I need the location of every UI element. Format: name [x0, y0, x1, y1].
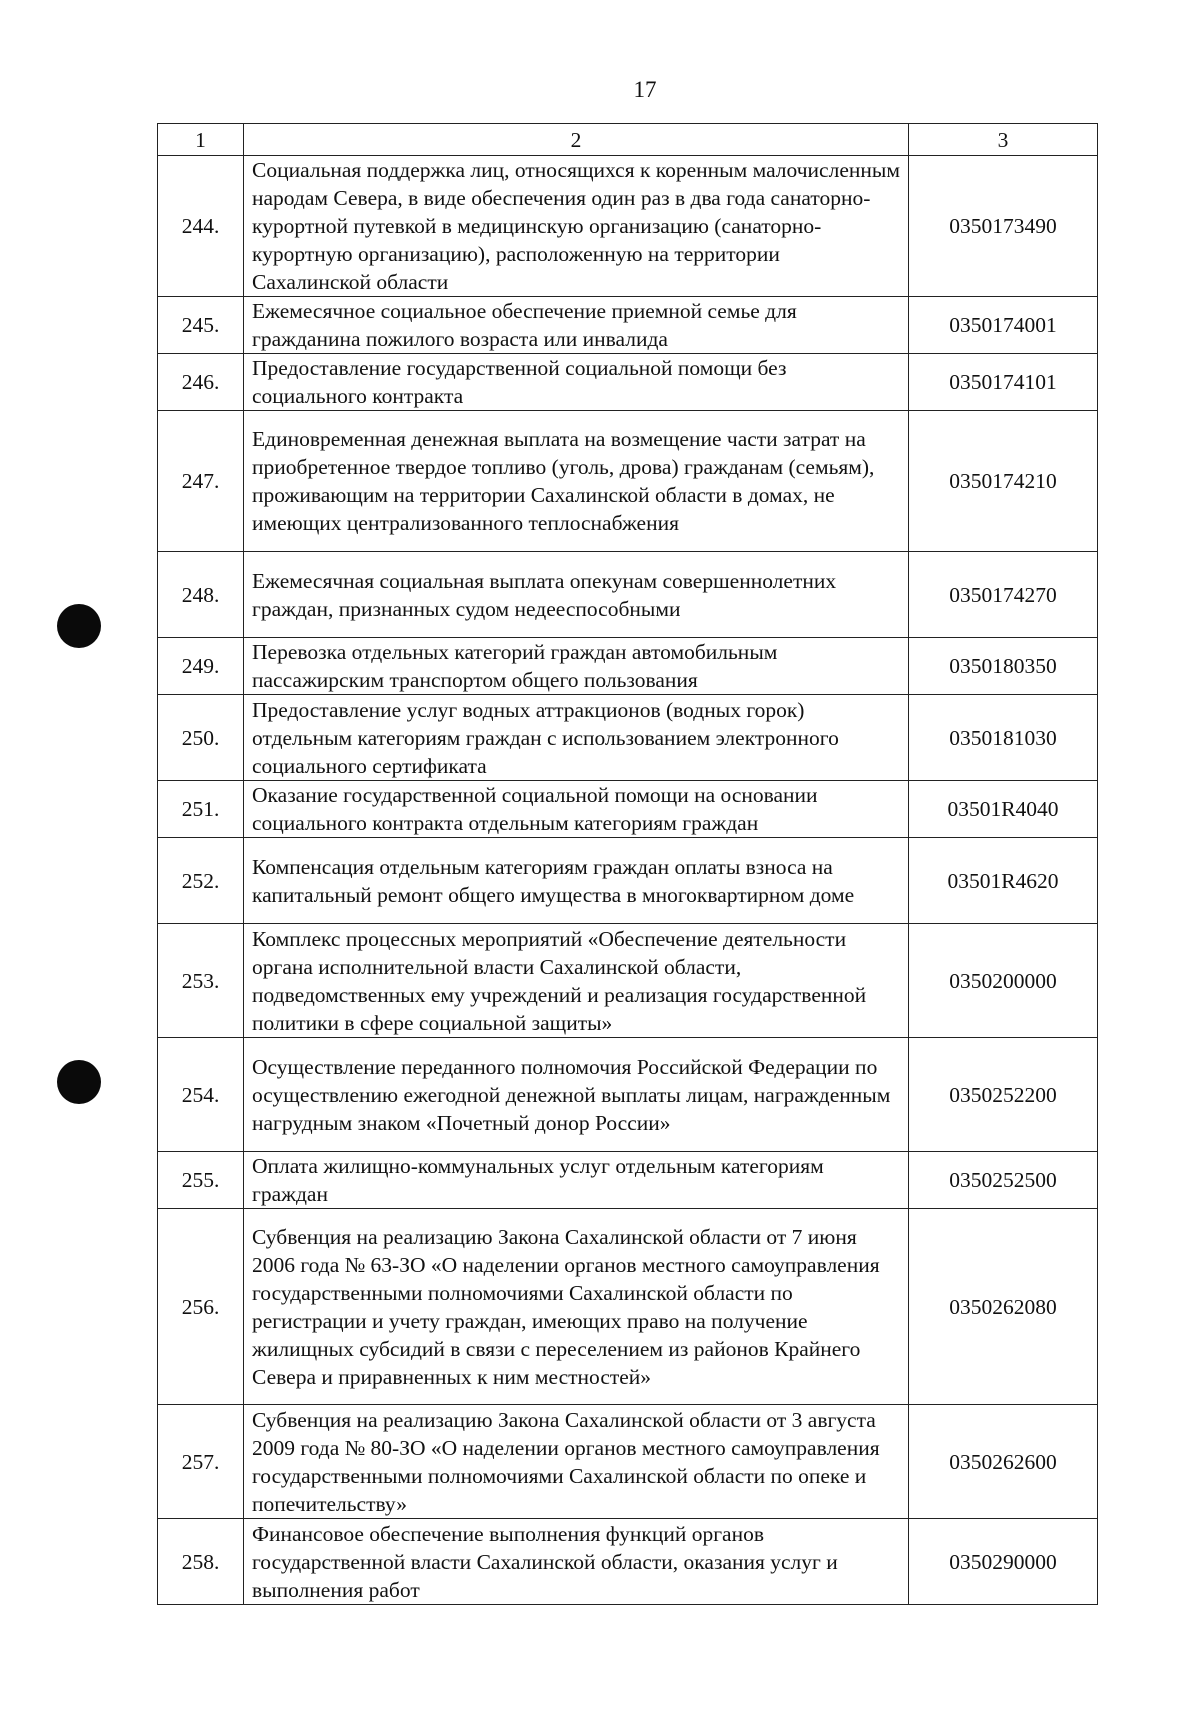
table-row: [158, 1519, 1098, 1605]
header-row: [158, 124, 1098, 156]
header-col-3: 3: [909, 124, 1098, 156]
row-number: 251.: [158, 781, 244, 838]
row-code: 0350174210: [909, 411, 1098, 552]
table-row: [158, 297, 1098, 354]
row-code: 0350181030: [909, 695, 1098, 781]
row-code: 0350262080: [909, 1209, 1098, 1405]
table-row: [158, 695, 1098, 781]
row-name: Перевозка отдельных категорий граждан автомобильным пассажирским транспортом общего пользования: [244, 638, 909, 695]
row-name: Осуществление переданного полномочия Российской Федерации по осуществлению ежегодной денежной выплаты лицам, награжденным нагрудным знаком «Почетный донор России»: [244, 1038, 909, 1152]
row-number: 255.: [158, 1152, 244, 1209]
row-name: Ежемесячное социальное обеспечение приемной семье для гражданина пожилого возраста или инвалида: [244, 297, 909, 354]
row-code: 0350262600: [909, 1405, 1098, 1519]
row-name: Компенсация отдельным категориям граждан оплаты взноса на капитальный ремонт общего имущества в многоквартирном доме: [244, 838, 909, 924]
row-name: Комплекс процессных мероприятий «Обеспечение деятельности органа исполнительной власти Сахалинской области, подведомственных ему учреждений и реализация государственной политики в сфере социальной защиты»: [244, 924, 909, 1038]
row-number: 258.: [158, 1519, 244, 1605]
row-code: 03501R4620: [909, 838, 1098, 924]
row-code: 0350174270: [909, 552, 1098, 638]
table-row: [158, 552, 1098, 638]
row-code: 0350180350: [909, 638, 1098, 695]
row-code: 0350200000: [909, 924, 1098, 1038]
row-name: Оказание государственной социальной помощи на основании социального контракта отдельным категориям граждан: [244, 781, 909, 838]
row-number: 250.: [158, 695, 244, 781]
row-number: 249.: [158, 638, 244, 695]
row-code: 0350252200: [909, 1038, 1098, 1152]
row-number: 244.: [158, 156, 244, 297]
table-row: [158, 1152, 1098, 1209]
row-code: 0350174101: [909, 354, 1098, 411]
page-number: 17: [633, 77, 657, 102]
table-row: [158, 354, 1098, 411]
row-number: 252.: [158, 838, 244, 924]
header-col-1: 1: [158, 124, 244, 156]
table-row: [158, 1038, 1098, 1152]
table-row: [158, 781, 1098, 838]
row-name: Оплата жилищно-коммунальных услуг отдельным категориям граждан: [244, 1152, 909, 1209]
row-name: Предоставление услуг водных аттракционов (водных горок) отдельным категориям граждан с использованием электронного социального сертификата: [244, 695, 909, 781]
table-row: [158, 411, 1098, 552]
row-code: 0350173490: [909, 156, 1098, 297]
table-row: [158, 838, 1098, 924]
row-name: Субвенция на реализацию Закона Сахалинской области от 3 августа 2009 года № 80-ЗО «О наделении органов местного самоуправления государственными полномочиями Сахалинской области по опеке и попечительству»: [244, 1405, 909, 1519]
row-number: 248.: [158, 552, 244, 638]
row-name: Единовременная денежная выплата на возмещение части затрат на приобретенное твердое топливо (уголь, дрова) гражданам (семьям), проживающим на территории Сахалинской области в домах, не имеющих централизованного теплоснабжения: [244, 411, 909, 552]
row-name: Финансовое обеспечение выполнения функций органов государственной власти Сахалинской области, оказания услуг и выполнения работ: [244, 1519, 909, 1605]
header-col-2: 2: [244, 124, 909, 156]
table-row: [158, 1209, 1098, 1405]
row-name: Субвенция на реализацию Закона Сахалинской области от 7 июня 2006 года № 63-ЗО «О наделении органов местного самоуправления государственными полномочиями Сахалинской области по регистрации и учету граждан, имеющих право на получение жилищных субсидий в связи с переселением из районов Крайнего Севера и приравненных к ним местностей»: [244, 1209, 909, 1405]
row-code: 0350252500: [909, 1152, 1098, 1209]
registry-table: [157, 123, 1098, 1605]
row-name: Предоставление государственной социальной помощи без социального контракта: [244, 354, 909, 411]
row-number: 254.: [158, 1038, 244, 1152]
row-number: 253.: [158, 924, 244, 1038]
punch-hole-top: [57, 604, 101, 648]
row-number: 247.: [158, 411, 244, 552]
row-number: 257.: [158, 1405, 244, 1519]
row-number: 246.: [158, 354, 244, 411]
row-code: 03501R4040: [909, 781, 1098, 838]
table-row: [158, 638, 1098, 695]
table-row: [158, 924, 1098, 1038]
table-row: [158, 156, 1098, 297]
row-number: 256.: [158, 1209, 244, 1405]
row-name: Ежемесячная социальная выплата опекунам совершеннолетних граждан, признанных судом недееспособными: [244, 552, 909, 638]
row-number: 245.: [158, 297, 244, 354]
table-row: [158, 1405, 1098, 1519]
row-code: 0350290000: [909, 1519, 1098, 1605]
row-name: Социальная поддержка лиц, относящихся к коренным малочисленным народам Севера, в виде обеспечения один раз в два года санаторно-курортной путевкой в медицинскую организацию (санаторно-курортную организацию), расположенную на территории Сахалинской области: [244, 156, 909, 297]
punch-hole-bottom: [57, 1060, 101, 1104]
row-code: 0350174001: [909, 297, 1098, 354]
